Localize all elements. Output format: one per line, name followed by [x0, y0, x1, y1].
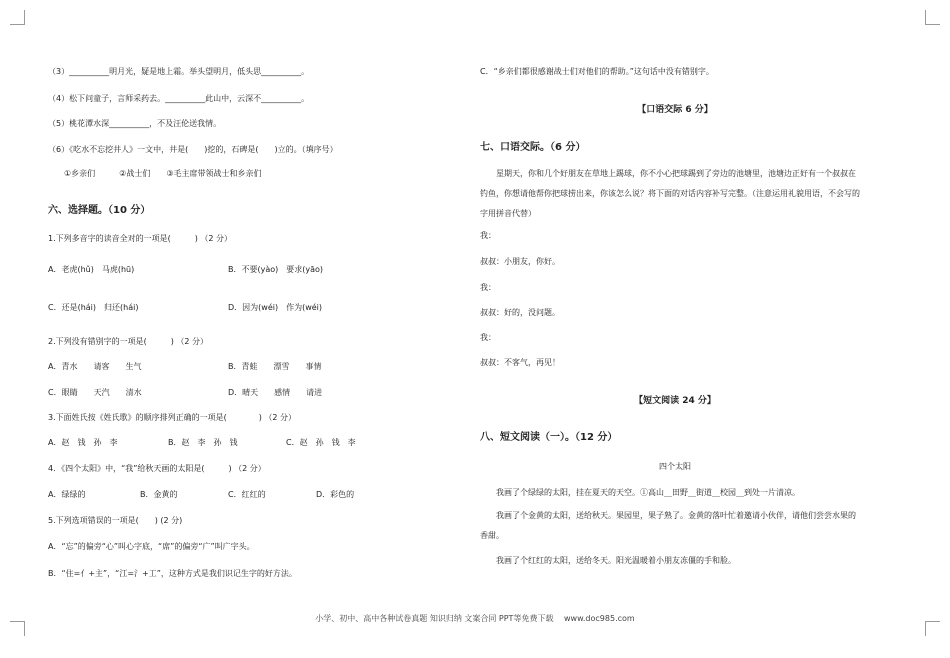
dialogue-uncle-3: 叔叔：不客气，再见！ [480, 358, 560, 367]
crop-mark-top-right [925, 10, 940, 25]
dialogue-uncle-1: 叔叔：小朋友，你好。 [480, 257, 560, 266]
q4-option-d: D．彩色的 [316, 490, 355, 499]
fill-choices: ①乡亲们 ②战士们 ③毛主席带领战士和乡亲们 [64, 169, 262, 178]
dialogue-me-2: 我： [480, 283, 496, 292]
q4-option-b: B．金黄的 [140, 490, 178, 499]
section-8-title: 八、短文阅读（一）。（12 分） [480, 432, 618, 443]
story-paragraph-3: 我画了个红红的太阳，送给冬天。阳光温暖着小朋友冻僵的手和脸。 [496, 556, 736, 565]
q5-option-c: C．“乡亲们都很感谢战士们对他们的帮助。”这句话中没有错别字。 [480, 67, 714, 76]
question-5: 5.下列选项错误的一项是( ) (2 分) [48, 516, 183, 525]
section-7-title: 七、口语交际。（6 分） [480, 142, 586, 153]
reading-banner: 【短文阅读 24 分】 [634, 396, 716, 406]
fill-blank-4: （4）松下问童子，言师采药去。__________此山中，云深不__________。 [48, 94, 310, 103]
fill-blank-5: （5）桃花潭水深__________，不及汪伦送我情。 [48, 119, 222, 128]
crop-mark-top-left [10, 10, 25, 25]
q2-option-b: B．青蛙 漂雪 事情 [228, 362, 322, 371]
q1-option-b: B．不要(yào) 要求(yāo) [228, 265, 324, 274]
q2-option-d: D．晴天 感情 请进 [228, 388, 323, 397]
story-title: 四个太阳 [659, 462, 691, 471]
dialogue-me-3: 我： [480, 333, 496, 342]
q4-option-c: C．红红的 [228, 490, 266, 499]
q1-option-a: A．老虎(hǔ) 马虎(hū) [48, 265, 135, 274]
q4-option-a: A．绿绿的 [48, 490, 86, 499]
section-6-title: 六、选择题。（10 分） [48, 205, 151, 216]
right-column [480, 0, 870, 600]
q3-option-c: C．赵 孙 钱 李 [286, 438, 356, 447]
oral-prompt: 星期天，你和几个好朋友在草地上踢球，你不小心把球踢到了旁边的池塘里，池塘边正好有一个叔叔在钓鱼，你想请他帮你把球捞出来，你该怎么说？将下面的对话内容补写完整。（注意运用礼貌用语，不会写的字用拼音代替） [480, 169, 860, 218]
story-paragraph-2: 我画了个金黄的太阳，送给秋天。果园里，果子熟了。金黄的落叶忙着邀请小伙伴，请他们尝尝水果的香甜。 [480, 511, 856, 540]
question-1: 1.下列多音字的读音全对的一项是( ) （2 分） [48, 234, 233, 243]
oral-banner: 【口语交际 6 分】 [637, 105, 713, 115]
fill-blank-3: （3）__________明月光，疑是地上霜。举头望明月，低头思__________。 [48, 67, 310, 76]
q1-option-c: C．还是(hái) 归还(hái) [48, 303, 139, 312]
q2-option-c: C．眼睛 天汽 清水 [48, 388, 142, 397]
q3-option-b: B．赵 李 孙 钱 [168, 438, 238, 447]
story-paragraph-1: 我画了个绿绿的太阳，挂在夏天的天空。①高山__田野__街道__校园__到处一片清凉。 [496, 488, 800, 497]
question-4: 4．《四个太阳》中，“我”给秋天画的太阳是( ) （2 分） [48, 464, 266, 473]
fill-blank-6: （6）《吃水不忘挖井人》一文中，井是( )挖的，石碑是( )立的。（填序号） [48, 145, 338, 154]
q5-option-b: B．“住=亻+主”，“江=氵+工”，这种方式是我们识记生字的好方法。 [48, 569, 297, 578]
q3-option-a: A．赵 钱 孙 李 [48, 438, 118, 447]
q5-option-a: A．“忘”的偏旁“心”叫心字底，“席”的偏旁“广”叫广字头。 [48, 542, 255, 551]
dialogue-uncle-2: 叔叔：好的，没问题。 [480, 308, 560, 317]
footer-text: 小学、初中、高中各种试卷真题 知识归纳 文案合同 PPT等免费下载 www.doc985.com [315, 614, 635, 623]
question-3: 3.下面姓氏按《姓氏歌》的顺序排列正确的一项是( ) （2 分） [48, 413, 297, 422]
question-2: 2.下列没有错别字的一项是( ) （2 分） [48, 337, 209, 346]
q1-option-d: D．因为(wéi) 作为(wéi) [228, 303, 323, 312]
dialogue-me-1: 我： [480, 231, 496, 240]
left-column [48, 0, 458, 600]
q2-option-a: A．青水 请客 生气 [48, 362, 142, 371]
